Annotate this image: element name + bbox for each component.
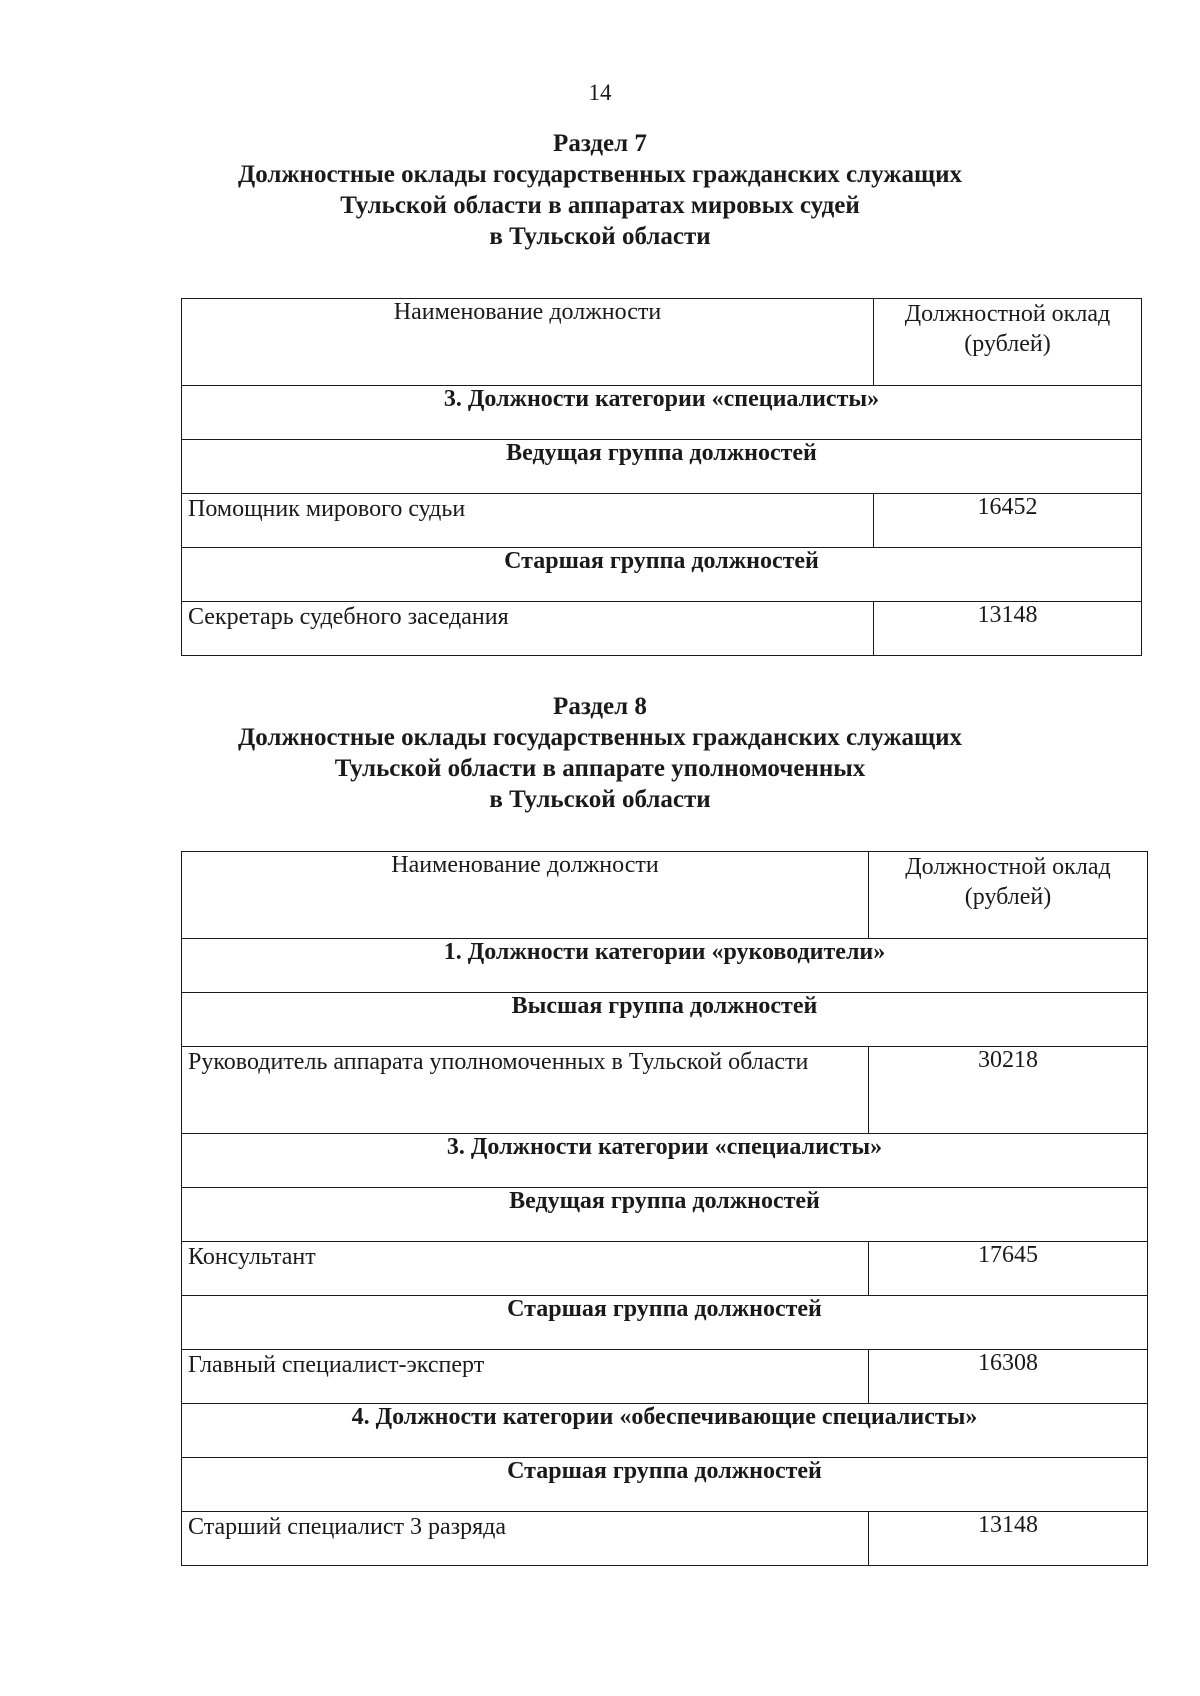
- category-row: [182, 1404, 1148, 1458]
- group-row: [182, 993, 1148, 1047]
- group-label: Старшая группа должностей: [182, 1458, 1148, 1512]
- position-salary: 16308: [869, 1350, 1148, 1404]
- position-name: Помощник мирового судьи: [182, 494, 874, 548]
- position-name: Руководитель аппарата уполномоченных в Тульской области: [182, 1047, 869, 1134]
- page-number: 14: [588, 80, 612, 105]
- table-row: [182, 602, 1142, 656]
- group-label: Старшая группа должностей: [182, 1296, 1148, 1350]
- header-salary: [869, 852, 1148, 939]
- section-7-title: [0, 128, 1200, 252]
- header-salary-line-1: Должностной оклад: [904, 301, 1111, 327]
- table-row: [182, 1047, 1148, 1134]
- section-7-table: [181, 298, 1142, 656]
- section-7-title-line-3: в Тульской области: [489, 223, 711, 250]
- position-salary: 30218: [869, 1047, 1148, 1134]
- position-name: Старший специалист 3 разряда: [182, 1512, 869, 1566]
- group-row: [182, 548, 1142, 602]
- section-8-title-line-3: в Тульской области: [489, 786, 711, 813]
- header-salary-line-1: Должностной оклад: [905, 854, 1111, 880]
- table-header-row: [182, 852, 1148, 939]
- position-name: Главный специалист-эксперт: [182, 1350, 869, 1404]
- group-row: [182, 1296, 1148, 1350]
- header-position-name: Наименование должности: [182, 299, 874, 386]
- table-header-row: [182, 299, 1142, 386]
- header-salary: [874, 299, 1142, 386]
- category-label: 3. Должности категории «специалисты»: [182, 1134, 1148, 1188]
- group-label: Старшая группа должностей: [182, 548, 1142, 602]
- table-row: [182, 494, 1142, 548]
- group-label: Высшая группа должностей: [182, 993, 1148, 1047]
- table-row: [182, 1512, 1148, 1566]
- group-label: Ведущая группа должностей: [182, 1188, 1148, 1242]
- section-8-title: [0, 691, 1200, 815]
- table-row: [182, 1350, 1148, 1404]
- header-salary-line-2: (рублей): [964, 884, 1052, 910]
- section-8-table: [181, 851, 1148, 1566]
- position-salary: 17645: [869, 1242, 1148, 1296]
- section-8-title-line-2: Тульской области в аппарате уполномоченных: [334, 755, 866, 782]
- category-row: [182, 939, 1148, 993]
- category-label: 3. Должности категории «специалисты»: [182, 386, 1142, 440]
- header-position-name: Наименование должности: [182, 852, 869, 939]
- header-salary-line-2: (рублей): [964, 331, 1051, 357]
- group-row: [182, 1188, 1148, 1242]
- position-salary: 13148: [874, 602, 1142, 656]
- section-8-heading: Раздел 8: [553, 693, 647, 720]
- section-8-title-line-1: Должностные оклады государственных гражданских служащих: [238, 724, 962, 751]
- section-7-title-line-2: Тульской области в аппаратах мировых судей: [340, 192, 860, 219]
- group-row: [182, 1458, 1148, 1512]
- section-7-title-line-1: Должностные оклады государственных гражданских служащих: [238, 161, 962, 188]
- position-name: Секретарь судебного заседания: [182, 602, 874, 656]
- table-row: [182, 1242, 1148, 1296]
- category-row: [182, 386, 1142, 440]
- category-label: 1. Должности категории «руководители»: [182, 939, 1148, 993]
- category-label: 4. Должности категории «обеспечивающие специалисты»: [182, 1404, 1148, 1458]
- position-salary: 13148: [869, 1512, 1148, 1566]
- group-row: [182, 440, 1142, 494]
- group-label: Ведущая группа должностей: [182, 440, 1142, 494]
- position-salary: 16452: [874, 494, 1142, 548]
- section-7-heading: Раздел 7: [553, 130, 647, 157]
- category-row: [182, 1134, 1148, 1188]
- position-name: Консультант: [182, 1242, 869, 1296]
